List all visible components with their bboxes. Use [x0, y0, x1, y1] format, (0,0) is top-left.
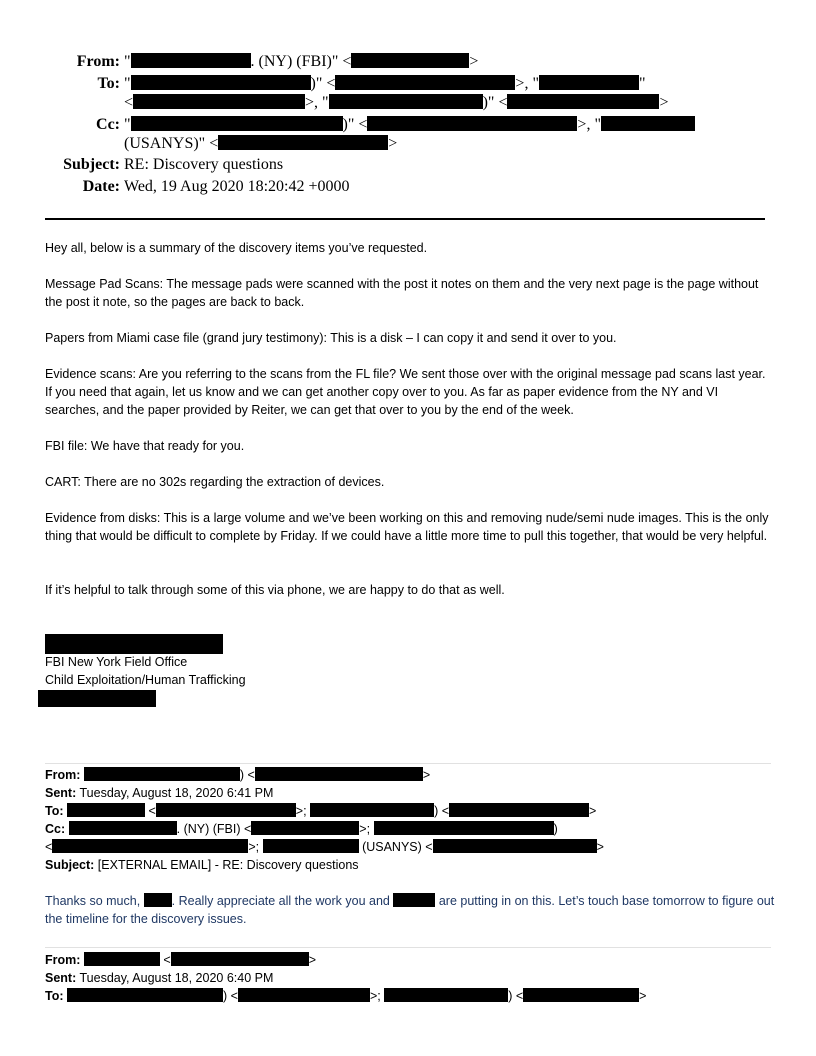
to-text: <: [124, 94, 134, 111]
body-paragraph: If it’s helpful to talk through some of this via phone, we are happy to do that as well.: [45, 583, 505, 597]
signature-office: FBI New York Field Office: [45, 655, 188, 669]
fw2-sent-value: Tuesday, August 18, 2020 6:40 PM: [79, 971, 274, 985]
body-paragraph: Papers from Miami case file (grand jury testimony): This is a disk – I can copy it and send it over to you.: [45, 331, 617, 345]
redaction: [171, 952, 309, 966]
body-paragraph: Message Pad Scans: The message pads were scanned with the post it notes on them and the very next page is the page without the post it note, so the pages are back to back.: [45, 277, 759, 309]
redaction: [384, 988, 508, 1002]
signature-unit: Child Exploitation/Human Trafficking: [45, 673, 246, 687]
fw1-message-text: are putting in on this. Let’s touch base tomorrow to figure out the timeline for the discovery issues.: [45, 894, 775, 926]
redaction: [351, 53, 469, 68]
cc-text: )" <: [342, 116, 368, 133]
header-divider: [45, 218, 765, 220]
fw1-text: >: [422, 768, 431, 782]
fw1-cc-label: Cc:: [45, 822, 66, 836]
fw1-text: <: [148, 804, 156, 818]
redaction: [238, 988, 370, 1002]
fw2-text: >: [639, 989, 647, 1003]
redaction: [449, 803, 589, 817]
date-label: Date:: [82, 178, 120, 195]
fw1-subject-value: [EXTERNAL EMAIL] - RE: Discovery questions: [97, 858, 359, 872]
body-paragraph: CART: There are no 302s regarding the extraction of devices.: [45, 475, 385, 489]
fw1-text: <: [45, 840, 53, 854]
redaction: [263, 839, 359, 853]
fw2-text: >;: [369, 989, 381, 1003]
redaction: [601, 116, 695, 131]
cc-text: >: [388, 135, 398, 152]
redaction: [84, 952, 160, 966]
to-text: >: [659, 94, 669, 111]
fw2-text: >: [308, 953, 317, 967]
redaction: [523, 988, 639, 1002]
fw2-text: ) <: [508, 989, 524, 1003]
to-label: To:: [97, 75, 120, 92]
fw1-text: ) <: [239, 768, 255, 782]
fw2-to-row: [45, 987, 646, 1005]
redaction: [329, 94, 483, 109]
fw1-message-text: . Really appreciate all the work you and: [171, 894, 390, 908]
from-text: . (NY) (FBI)" <: [250, 53, 352, 70]
to-text: >, ": [305, 94, 329, 111]
fw1-text: ): [553, 822, 558, 836]
header-cc-row-2: [124, 135, 397, 153]
forward-divider: [45, 947, 771, 948]
fw1-from-row: [45, 766, 430, 784]
redaction: [84, 767, 240, 781]
fw2-sent-row: [45, 969, 273, 987]
redaction: [69, 821, 177, 835]
redaction: [539, 75, 639, 90]
fw1-sent-value: Tuesday, August 18, 2020 6:41 PM: [79, 786, 274, 800]
header-to-row-2: [124, 94, 669, 112]
fw1-from-label: From:: [45, 768, 81, 782]
redaction: [218, 135, 388, 150]
fw1-text: >: [596, 840, 604, 854]
redaction: [393, 893, 435, 907]
redaction: [310, 803, 434, 817]
signature-name-redaction: [45, 634, 223, 654]
fw2-text: ) <: [223, 989, 238, 1003]
fw2-text: <: [163, 953, 171, 967]
fw1-to-row: [45, 802, 596, 820]
redaction: [156, 803, 296, 817]
subject-value: RE: Discovery questions: [124, 156, 284, 173]
fw1-text: . (NY) (FBI) <: [176, 822, 252, 836]
body-paragraph: FBI file: We have that ready for you.: [45, 439, 245, 453]
cc-text: >, ": [577, 116, 601, 133]
fw1-to-label: To:: [45, 804, 64, 818]
redaction: [67, 988, 223, 1002]
fw1-sent-row: [45, 784, 273, 802]
body-paragraph: Evidence from disks: This is a large volume and we’ve been working on this and removing nude/semi nude images. This is the only thing that would be difficult to complete by Friday. If we could have a little more time to pull this together, that would be very helpful.: [45, 511, 769, 543]
redaction: [52, 839, 248, 853]
fw2-from-row: [45, 951, 316, 969]
fw1-text: >;: [295, 804, 307, 818]
redaction: [131, 75, 311, 90]
redaction: [374, 821, 554, 835]
fw1-message: [45, 892, 775, 928]
signature-contact-redaction: [38, 690, 156, 707]
date-value: Wed, 19 Aug 2020 18:20:42 +0000: [124, 178, 350, 195]
to-text: )" <: [482, 94, 508, 111]
fw1-sent-label: Sent:: [45, 786, 77, 800]
from-label: From:: [76, 53, 120, 70]
fw1-text: ) <: [434, 804, 449, 818]
fw1-subject-label: Subject:: [45, 858, 95, 872]
to-text: >, ": [515, 75, 539, 92]
from-text: ": [124, 53, 131, 70]
to-text: ": [124, 75, 131, 92]
cc-text: (USANYS)" <: [124, 135, 219, 152]
subject-label: Subject:: [63, 156, 120, 173]
redaction: [507, 94, 659, 109]
cc-text: ": [124, 116, 131, 133]
redaction: [144, 893, 172, 907]
redaction: [67, 803, 145, 817]
fw1-cc-row: [45, 820, 558, 838]
forward-divider: [45, 763, 771, 764]
cc-label: Cc:: [96, 116, 120, 133]
fw2-from-label: From:: [45, 953, 81, 967]
redaction: [131, 53, 251, 68]
fw1-cc-row-2: [45, 838, 604, 856]
fw1-text: (USANYS) <: [362, 840, 433, 854]
redaction: [251, 821, 359, 835]
fw1-text: >;: [359, 822, 371, 836]
fw2-sent-label: Sent:: [45, 971, 77, 985]
fw1-text: >: [589, 804, 597, 818]
fw1-message-text: Thanks so much,: [45, 894, 141, 908]
redaction: [335, 75, 515, 90]
body-paragraph: Evidence scans: Are you referring to the scans from the FL file? We sent those over with the original message pad scans last year. If you need that again, let us know and we can get another copy over to you. As far as paper evidence from the NY and VI searches, and the paper provided by Reiter, we can get that over to you by the end of the week.: [45, 367, 766, 417]
redaction: [367, 116, 577, 131]
redaction: [133, 94, 305, 109]
redaction: [433, 839, 597, 853]
fw2-to-label: To:: [45, 989, 64, 1003]
to-text: ": [638, 75, 646, 92]
to-text: )" <: [310, 75, 336, 92]
body-paragraph: Hey all, below is a summary of the discovery items you’ve requested.: [45, 241, 428, 255]
from-text: >: [469, 53, 479, 70]
redaction: [131, 116, 343, 131]
redaction: [255, 767, 423, 781]
fw1-text: >;: [248, 840, 260, 854]
fw1-subject-row: [45, 856, 359, 874]
